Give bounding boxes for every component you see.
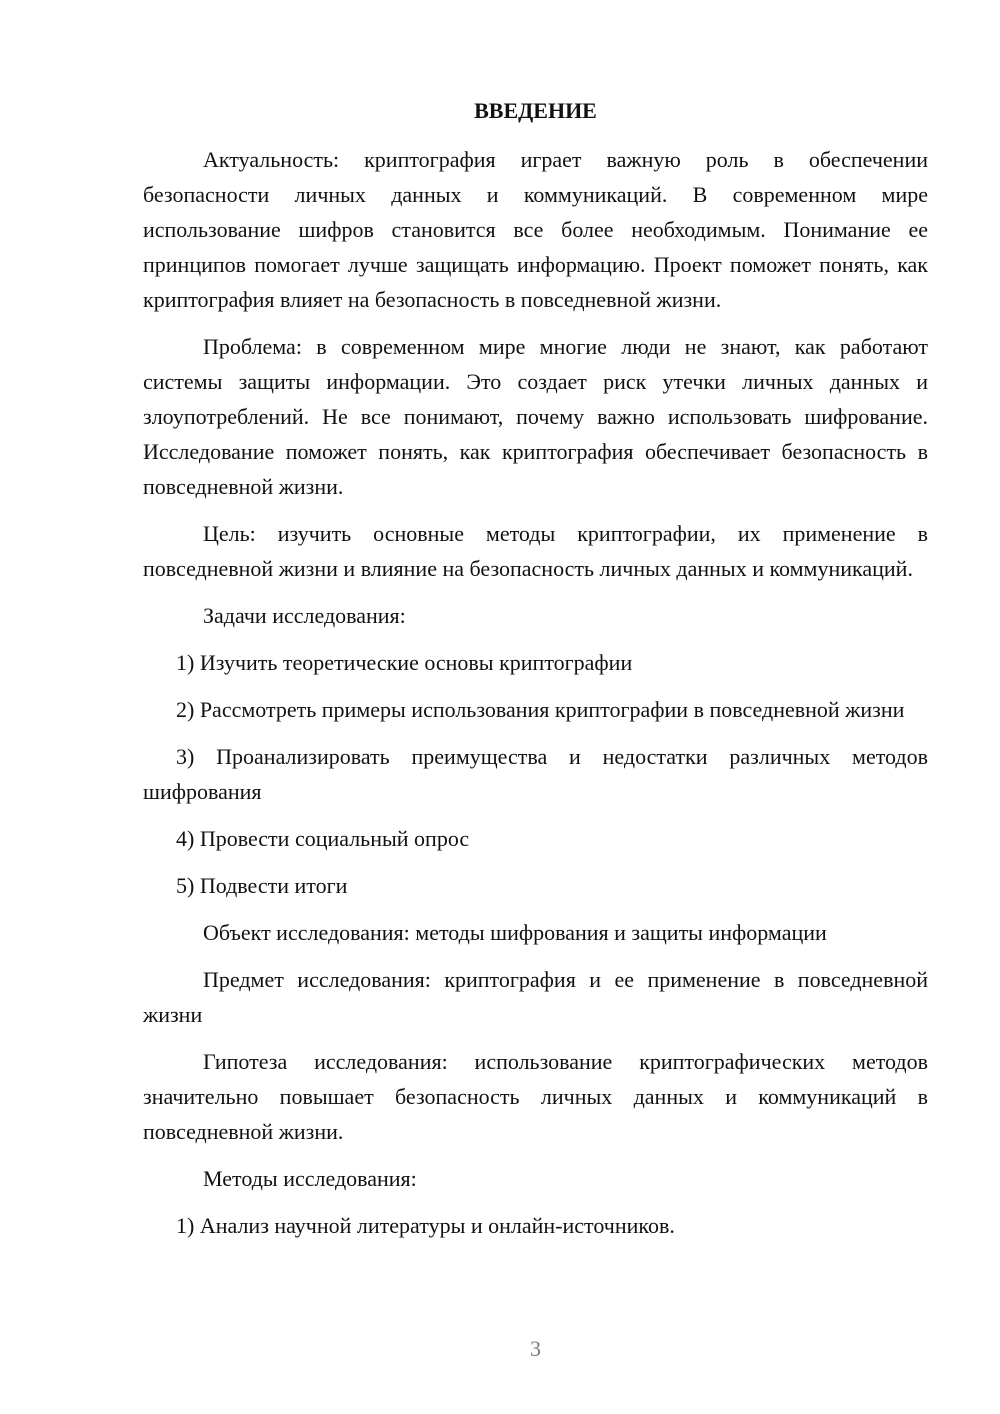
tasks-heading: Задачи исследования: [203, 603, 406, 628]
research-hypothesis: Гипотеза исследования: использование криптографических методов значительно повышает безопасность личных данных и коммуникаций в повседневной жизни. [143, 1049, 928, 1144]
research-object: Объект исследования: методы шифрования и защиты информации [203, 920, 827, 945]
relevance-paragraph: Актуальность: криптография играет важную роль в обеспечении безопасности личных данных и коммуникаций. В современном мире использование шифров становится все более необходимым. Понимание ее принципов помогает лучше защищать информацию. Проект поможет понять, как криптография влияет на безопасность в повседневной жизни. [143, 147, 928, 312]
document-page [143, 0, 928, 1414]
methods-heading: Методы исследования: [203, 1166, 417, 1191]
problem-paragraph: Проблема: в современном мире многие люди не знают, как работают системы защиты информации. Это создает риск утечки личных данных и злоупотреблений. Не все понимают, почему важно использовать шифрование. Исследование поможет понять, как криптография обеспечивает безопасность в повседневной жизни. [143, 334, 928, 499]
task-item: 1) Изучить теоретические основы криптографии [176, 650, 633, 675]
research-subject: Предмет исследования: криптография и ее применение в повседневной жизни [143, 967, 928, 1027]
document-body [143, 142, 928, 1255]
page-number: 3 [530, 1336, 541, 1361]
task-item: 4) Провести социальный опрос [176, 826, 470, 851]
task-item: 5) Подвести итоги [176, 873, 348, 898]
task-item: 3) Проанализировать преимущества и недостатки различных методов шифрования [143, 744, 928, 804]
method-item: 1) Анализ научной литературы и онлайн-источников. [176, 1213, 675, 1238]
task-item: 2) Рассмотреть примеры использования криптографии в повседневной жизни [176, 697, 905, 722]
page-title: ВВЕДЕНИЕ [474, 98, 597, 123]
goal-paragraph: Цель: изучить основные методы криптографии, их применение в повседневной жизни и влияние на безопасность личных данных и коммуникаций. [143, 521, 928, 581]
